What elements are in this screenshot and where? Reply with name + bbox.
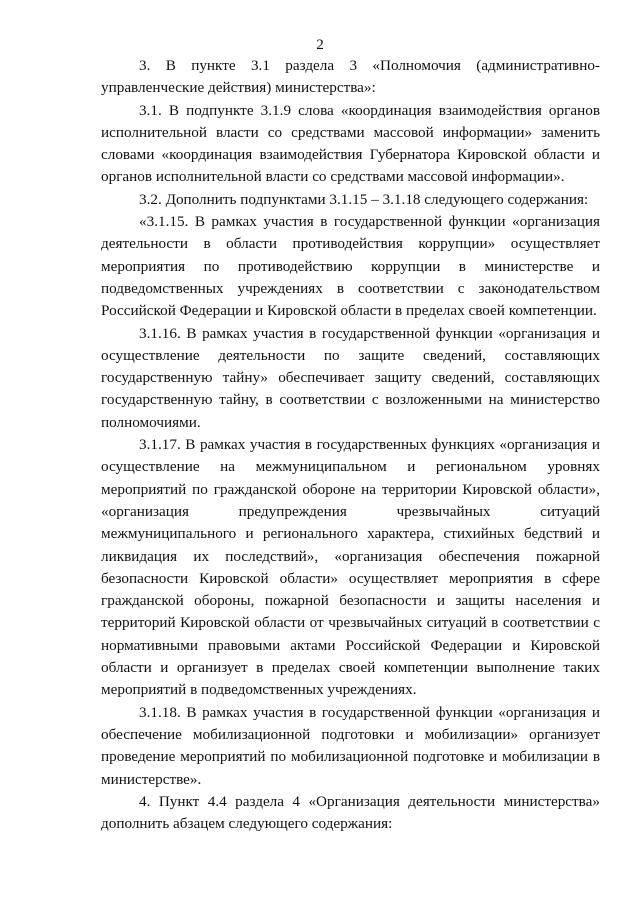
paragraph-subitem-3-1: 3.1. В подпункте 3.1.9 слова «координация взаимодействия органов исполнительной власти со средствами массовой информации» заменить словами «координация взаимодействия Губернатора Кировской области и органов исполнительной власти со средствами массовой информации». xyxy=(101,101,600,186)
paragraph-clause-3-1-15: «3.1.15. В рамках участия в государственной функции «организация деятельности в области противодействия коррупции» осуществляет мероприятия по противодействию коррупции в министерстве и подведомственных учреждениях в соответствии с законодательством Российской Федерации и Кировской области в пределах своей компетенции. xyxy=(101,213,600,320)
page-number: 2 xyxy=(316,36,324,53)
paragraph-subitem-3-2: 3.2. Дополнить подпунктами 3.1.15 – 3.1.18 следующего содержания: xyxy=(139,190,589,208)
document-body xyxy=(101,55,600,835)
paragraph-clause-3-1-18: 3.1.18. В рамках участия в государственной функции «организация и обеспечение мобилизационной подготовки и мобилизации» организует проведение мероприятий по мобилизационной подготовке и мобилизации в министерстве». xyxy=(101,703,600,788)
paragraph-clause-3-1-16: 3.1.16. В рамках участия в государственной функции «организация и осуществление деятельности по защите сведений, составляющих государственную тайну» обеспечивает защиту сведений, составляющих государственную тайну, в соответствии с возложенными на министерство полномочиями. xyxy=(101,324,600,431)
paragraph-item-4: 4. Пункт 4.4 раздела 4 «Организация деятельности министерства» дополнить абзацем следующего содержания: xyxy=(101,792,600,833)
paragraph-clause-3-1-17: 3.1.17. В рамках участия в государственных функциях «организация и осуществление на межмуниципальном и региональном уровнях мероприятий по гражданской обороне на территории Кировской области», «организация предупреждения чрезвычайных ситуаций межмуниципального и регионального характера, стихийных бедствий и ликвидация их последствий», «организация обеспечения пожарной безопасности Кировской области» осуществляет мероприятия в сфере гражданской обороны, пожарной безопасности и защиты населения и территорий Кировской области от чрезвычайных ситуаций в соответствии с нормативными правовыми актами Российской Федерации и Кировской области и организует в пределах своей компетенции выполнение таких мероприятий в подведомственных учреждениях. xyxy=(101,436,600,699)
paragraph-item-3: 3. В пункте 3.1 раздела 3 «Полномочия (административно-управленческие действия) министерства»: xyxy=(101,57,600,97)
